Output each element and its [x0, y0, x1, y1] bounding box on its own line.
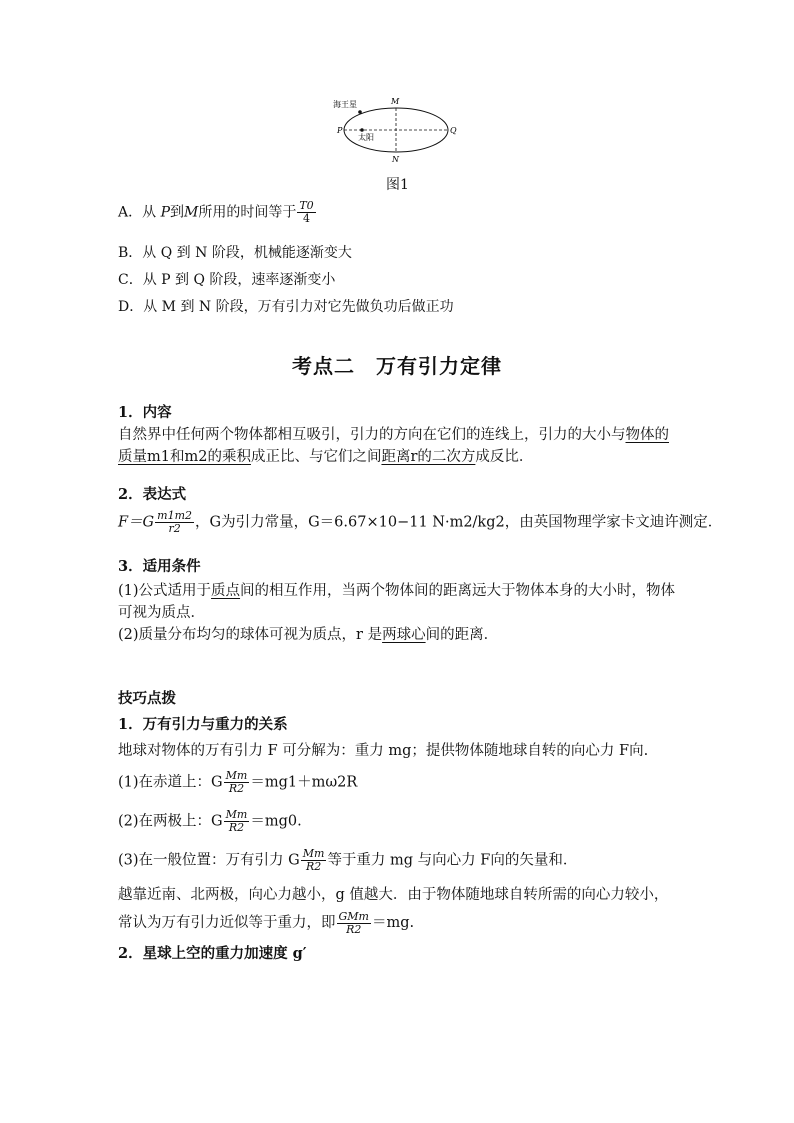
figure-caption: 图1 — [386, 177, 409, 193]
equation-poles: (2)在两极上：G $\frac{Mm}{R2}$ ＝mg0. — [118, 808, 302, 834]
fraction-T0-over-4: $\frac{T0}{4}$ — [299, 199, 314, 225]
label-P: P — [337, 126, 343, 135]
section-content — [118, 402, 678, 468]
option-d: D．从 M 到 N 阶段，万有引力对它先做负功后做正功 — [118, 299, 454, 315]
fraction-Mm-over-R2: $\frac{Mm}{R2}$ — [302, 847, 325, 873]
fraction-Mm-over-R2: $\frac{Mm}{R2}$ — [225, 808, 248, 834]
content-paragraph: 自然界中任何两个物体都相互吸引，引力的方向在它们的连线上，引力的大小与物体的质量m1和m2的乘积成正比、与它们之间距离r的二次方成反比． — [118, 427, 669, 465]
equation-equator: (1)在赤道上：G $\frac{Mm}{R2}$ ＝mg1＋mω2R — [118, 769, 358, 795]
heading-gravity-relation: 1．万有引力与重力的关系 — [118, 716, 288, 733]
option-b: B．从 Q 到 N 阶段，机械能逐渐变大 — [118, 245, 352, 261]
condition-1: (1)公式适用于质点间的相互作用，当两个物体间的距离远大于物体本身的大小时，物体可视为质点． — [118, 583, 676, 621]
tips-paragraph-2: 越靠近南、北两极，向心力越小，g 值越大．由于物体随地球自转所需的向心力较小，常认为万有引力近似等于重力，即 $\frac{\text{GMm}}{R2}$ ＝mg. — [118, 887, 669, 936]
label-Q: Q — [450, 126, 457, 135]
heading-tips: 技巧点拨 — [118, 690, 176, 707]
fraction-GMm-over-R2: $\frac{\text{GMm}}{R2}$ — [338, 909, 369, 936]
label-N: N — [392, 155, 399, 164]
equation-general: (3)在一般位置：万有引力 G $\frac{Mm}{R2}$ 等于重力 mg 与向心力 F向的矢量和． — [118, 847, 578, 873]
orbit-diagram — [330, 92, 470, 172]
section-title: 考点二 万有引力定律 — [292, 354, 502, 378]
heading-conditions: 3．适用条件 — [118, 558, 201, 575]
option-c: C．从 P 到 Q 阶段，速率逐渐变小 — [118, 272, 336, 288]
expression-line: F＝G $\frac{m1m2}{r2}$ ，G为引力常量，G＝6.67×10−11 N·m2/kg2，由英国物理学家卡文迪许测定． — [118, 509, 723, 535]
section-expression — [118, 484, 723, 535]
section-tips — [118, 688, 678, 965]
heading-content: 1．内容 — [118, 404, 172, 421]
label-neptune: 海王星 — [333, 100, 357, 109]
fraction-Mm-over-R2: $\frac{Mm}{R2}$ — [225, 769, 248, 795]
option-a: A．从 P到M所用的时间等于 $\frac{T0}{4}$ — [118, 199, 314, 225]
sun-dot — [360, 128, 364, 132]
neptune-dot — [358, 110, 362, 114]
tips-paragraph-1: 地球对物体的万有引力 F 可分解为：重力 mg；提供物体随地球自转的向心力 F向. — [118, 743, 649, 759]
section-conditions — [118, 556, 678, 646]
heading-expression: 2．表达式 — [118, 486, 187, 503]
label-M: M — [391, 97, 400, 106]
label-sun: 太阳 — [358, 133, 374, 142]
condition-2: (2)质量分布均匀的球体可视为质点，r 是两球心间的距离． — [118, 627, 499, 643]
fraction-m1m2-over-r2: $\frac{m1m2}{r2}$ — [157, 509, 193, 535]
heading-gravity-acceleration: 2．星球上空的重力加速度 g′ — [118, 945, 307, 962]
